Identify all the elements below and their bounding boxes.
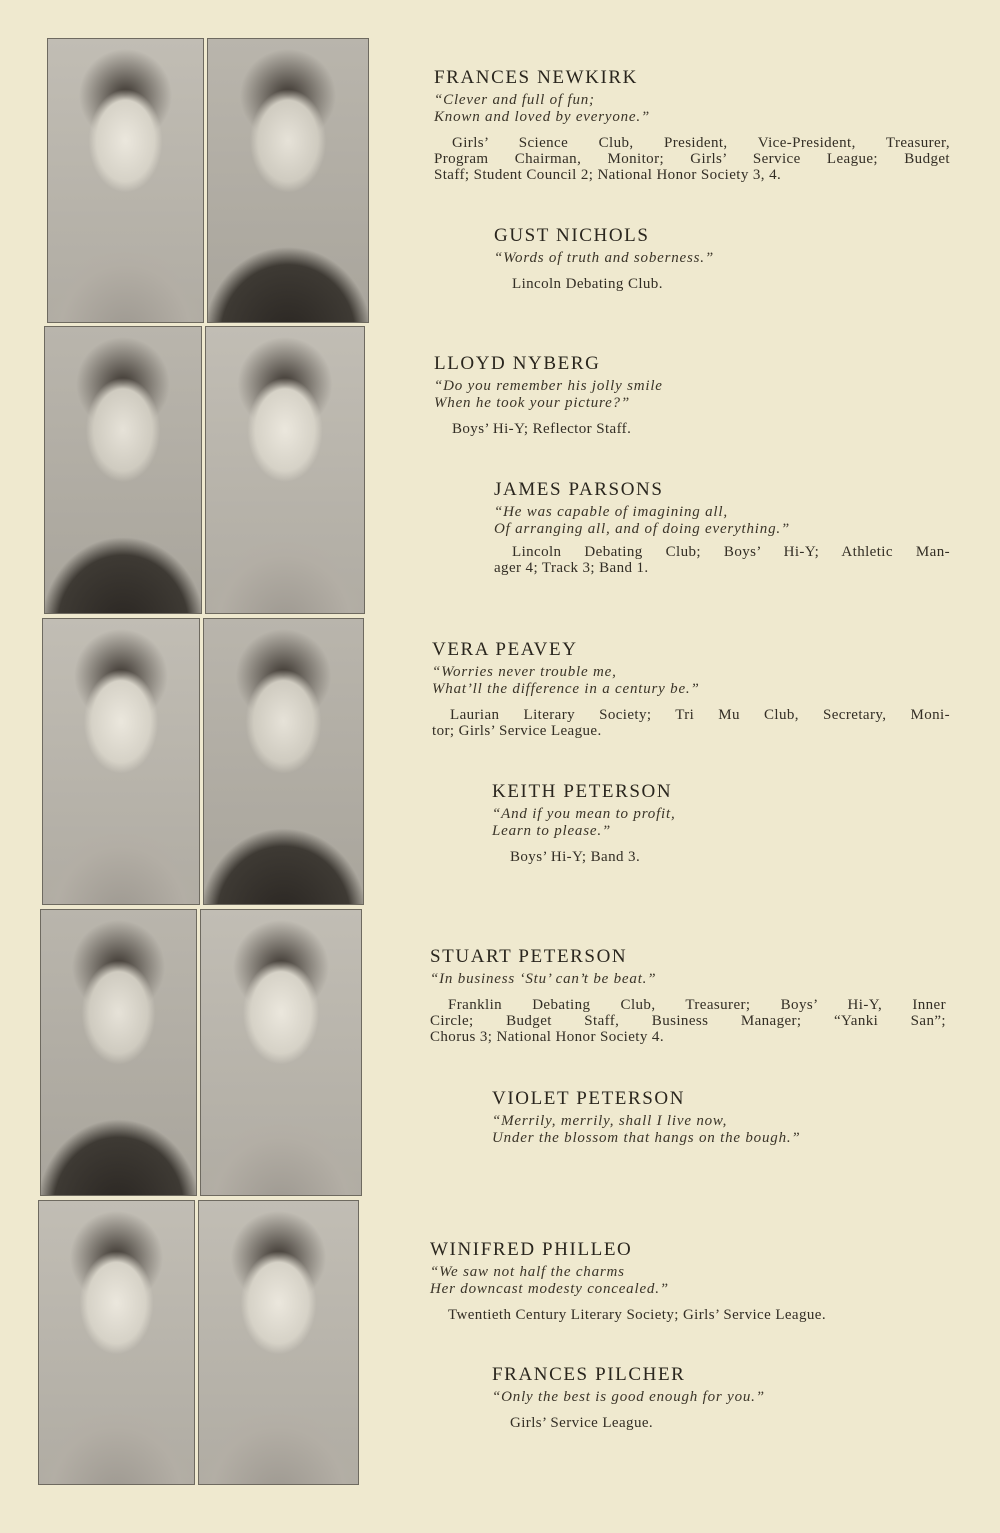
- portrait-frances-pilcher: [198, 1200, 359, 1485]
- student-name: STUART PETERSON: [430, 946, 628, 967]
- quote-line: “And if you mean to profit,: [492, 806, 676, 822]
- student-quote: [430, 971, 946, 988]
- activities-line: Program Chairman, Monitor; Girls’ Service League; Budget: [434, 151, 950, 167]
- student-quote: [432, 664, 950, 698]
- portrait-lloyd-nyberg: [44, 326, 202, 614]
- quote-line: “He was capable of imagining all,: [494, 504, 728, 520]
- portrait-vera-peavey: [42, 618, 200, 905]
- activities-line: Boys’ Hi-Y; Band 3.: [510, 849, 641, 865]
- activities-line: Staff; Student Council 2; National Honor Society 3, 4.: [434, 167, 782, 183]
- student-name: WINIFRED PHILLEO: [430, 1239, 633, 1260]
- activities-line: Girls’ Science Club, President, Vice-President, Treasurer,: [452, 135, 950, 151]
- student-quote: [434, 92, 950, 126]
- student-name: GUST NICHOLS: [494, 225, 650, 246]
- quote-line: Her downcast modesty concealed.”: [430, 1281, 669, 1297]
- quote-line: “Words of truth and soberness.”: [494, 250, 714, 266]
- quote-line: What’ll the difference in a century be.”: [432, 681, 700, 697]
- student-quote: [492, 1113, 950, 1147]
- entry-james-parsons: [494, 478, 950, 576]
- quote-line: Of arranging all, and of doing everything.”: [494, 521, 791, 537]
- student-name: VERA PEAVEY: [432, 639, 578, 660]
- activities-line: Twentieth Century Literary Society; Girls’ Service League.: [448, 1307, 826, 1323]
- student-quote: [492, 1389, 950, 1406]
- quote-line: “In business ‘Stu’ can’t be beat.”: [430, 971, 657, 987]
- student-name: JAMES PARSONS: [494, 479, 664, 500]
- photo-column: [0, 0, 380, 1533]
- quote-line: “Do you remember his jolly smile: [434, 378, 663, 394]
- quote-line: Known and loved by everyone.”: [434, 109, 651, 125]
- entry-frances-newkirk: [434, 66, 950, 183]
- student-quote: [430, 1264, 950, 1298]
- student-activities: [492, 1415, 950, 1431]
- entry-violet-peterson: [492, 1087, 950, 1147]
- student-activities: [494, 276, 950, 292]
- student-name: FRANCES PILCHER: [492, 1364, 686, 1385]
- student-activities: [434, 421, 950, 437]
- quote-line: When he took your picture?”: [434, 395, 631, 411]
- quote-line: Under the blossom that hangs on the bough.”: [492, 1130, 801, 1146]
- student-name: LLOYD NYBERG: [434, 353, 601, 374]
- student-name: FRANCES NEWKIRK: [434, 67, 638, 88]
- activities-line: Laurian Literary Society; Tri Mu Club, Secretary, Moni-: [450, 707, 950, 723]
- entry-stuart-peterson: [430, 945, 946, 1045]
- activities-line: Franklin Debating Club, Treasurer; Boys’ Hi-Y, Inner: [448, 997, 946, 1013]
- student-quote: [434, 378, 950, 412]
- quote-line: “Only the best is good enough for you.”: [492, 1389, 765, 1405]
- quote-line: Learn to please.”: [492, 823, 612, 839]
- portrait-stuart-peterson: [40, 909, 197, 1196]
- activities-line: tor; Girls’ Service League.: [432, 723, 602, 739]
- quote-line: “Clever and full of fun;: [434, 92, 595, 108]
- portrait-winifred-philleo: [38, 1200, 195, 1485]
- entry-winifred-philleo: [430, 1238, 950, 1323]
- activities-line: Girls’ Service League.: [510, 1415, 654, 1431]
- activities-line: Circle; Budget Staff, Business Manager; “Yanki San”;: [430, 1013, 946, 1029]
- portrait-james-parsons: [205, 326, 365, 614]
- student-activities: [434, 135, 950, 183]
- student-quote: [492, 806, 950, 840]
- portrait-gust-nichols: [207, 38, 369, 323]
- student-name: KEITH PETERSON: [492, 781, 673, 802]
- portrait-violet-peterson: [200, 909, 362, 1196]
- activities-line: ager 4; Track 3; Band 1.: [494, 560, 649, 576]
- student-activities: [430, 997, 946, 1045]
- quote-line: “We saw not half the charms: [430, 1264, 625, 1280]
- student-name: VIOLET PETERSON: [492, 1088, 686, 1109]
- student-quote: [494, 504, 950, 538]
- student-activities: [430, 1307, 950, 1323]
- entry-frances-pilcher: [492, 1363, 950, 1431]
- student-activities: [492, 849, 950, 865]
- activities-line: Lincoln Debating Club; Boys’ Hi-Y; Athletic Man-: [512, 544, 950, 560]
- activities-line: Boys’ Hi-Y; Reflector Staff.: [452, 421, 632, 437]
- activities-line: Chorus 3; National Honor Society 4.: [430, 1029, 664, 1045]
- student-quote: [494, 250, 950, 267]
- entry-keith-peterson: [492, 780, 950, 865]
- entry-lloyd-nyberg: [434, 352, 950, 437]
- student-activities: [494, 544, 950, 576]
- entry-vera-peavey: [432, 638, 950, 739]
- portrait-frances-newkirk: [47, 38, 204, 323]
- entry-gust-nichols: [494, 224, 950, 292]
- quote-line: “Merrily, merrily, shall I live now,: [492, 1113, 728, 1129]
- student-activities: [432, 707, 950, 739]
- activities-line: Lincoln Debating Club.: [512, 276, 663, 292]
- portrait-keith-peterson: [203, 618, 364, 905]
- quote-line: “Worries never trouble me,: [432, 664, 617, 680]
